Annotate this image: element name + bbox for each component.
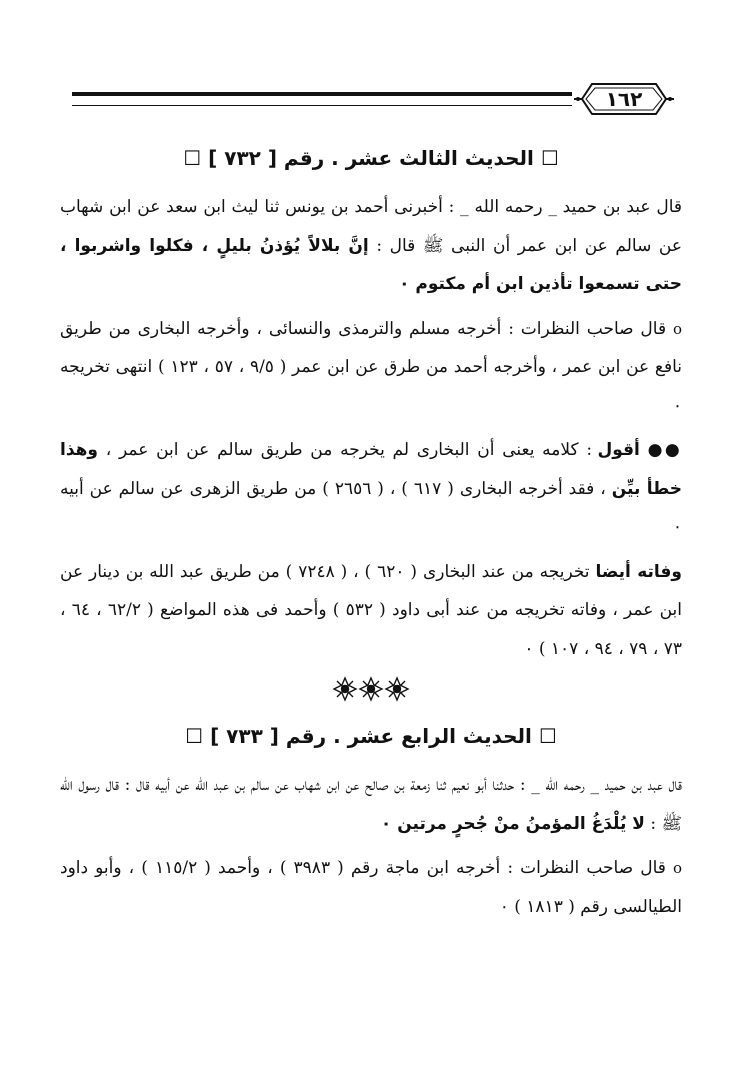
hadith-13-takhrij — [60, 310, 682, 426]
hadith-13-takhrij-text: قال صاحب النظرات : أخرجه مسلم والترمذى والنسائى ، وأخرجه البخارى من طريق نافع عن ابن عمر ، وأخرجه أحمد من طرق عن ابن عمر ( ٩/٥ ، ٥٧ ، ١٢٣ ) انتهى تخريجه ٠ — [60, 318, 682, 416]
hadith-14-matn: لا يُلْدَغُ المؤمنُ منْ جُحرٍ مرتين ٠ — [380, 813, 645, 834]
aqoul-text-2: ، فقد أخرجه البخارى ( ٦١٧ ) ، ( ٢٦٥٦ ) من طريق الزهرى عن سالم عن أبيه ٠ — [60, 478, 682, 537]
hadith-13-matn: إنَّ بلالاً يُؤذنُ بليلٍ ، فكلوا واشربوا ، حتى تسمعوا تأذين ابن أم مكتوم ٠ — [60, 235, 682, 294]
fatahu-text: تخريجه من عند البخارى ( ٦٢٠ ) ، ( ٧٢٤٨ ) من طريق عبد الله بن دينار عن ابن عمر ، وفاته تخريجه من عند أبى داود ( ٥٣٢ ) وأحمد فى هذه المواضع ( ٦٢/٢ ، ٦٤ ، ٧٣ ، ٧٩ ، ٩٤ ، ١٠٧ ) ٠ — [60, 561, 682, 659]
fatahu-label: وفاته أيضا — [595, 561, 682, 582]
hadith-13-aqoul — [60, 431, 682, 547]
aqoul-label: أقول — [597, 440, 640, 460]
flower-ornament-icon — [331, 674, 411, 704]
double-dot-marker-icon: ●● — [647, 440, 682, 460]
hadith-13-fatahu — [60, 553, 682, 669]
hadith-14-takhrij-text: قال صاحب النظرات : أخرجه ابن ماجة رقم ( ٣٩٨٣ ) ، وأحمد ( ١١٥/٢ ) ، وأبو داود الطيالسى رقم ( ١٨١٣ ) ٠ — [60, 858, 682, 917]
circle-marker-icon: o — [672, 319, 682, 338]
circle-marker-icon: o — [672, 859, 682, 877]
hadith-14-intro: قال عبد بن حميد _ رحمه الله _ : حدثنا أبو نعيم ثنا زمعة بن صالح عن ابن شهاب عن سالم بن عبد الله عن أبيه قال : قال رسول الله ﷺ : — [60, 775, 682, 834]
hadith-13-text — [60, 188, 682, 304]
hadith-14-text — [60, 766, 682, 843]
hadith-14-takhrij — [60, 849, 682, 926]
page-number: ١٦٢ — [605, 87, 643, 111]
header-rule — [72, 92, 572, 106]
hadith-13-intro: قال عبد بن حميد _ رحمه الله _ : أخبرنى أحمد بن يونس ثنا ليث ابن سعد عن ابن شهاب عن سالم عن ابن عمر أن النبى ﷺ قال : — [60, 197, 683, 256]
hadith-13-heading: ☐ الحديث الثالث عشر . رقم [ ٧٣٢ ] ☐ — [183, 146, 559, 170]
hadith-14-heading: ☐ الحديث الرابع عشر . رقم [ ٧٣٣ ] ☐ — [185, 724, 557, 748]
page-content — [60, 130, 682, 932]
ornament-separator — [60, 674, 682, 708]
aqoul-text-1: : كلامه يعنى أن البخارى لم يخرجه من طريق سالم عن ابن عمر ، — [98, 440, 598, 460]
page-number-frame — [572, 78, 676, 120]
aqoul-bold: وهذا خطأ بيِّن — [60, 440, 682, 499]
